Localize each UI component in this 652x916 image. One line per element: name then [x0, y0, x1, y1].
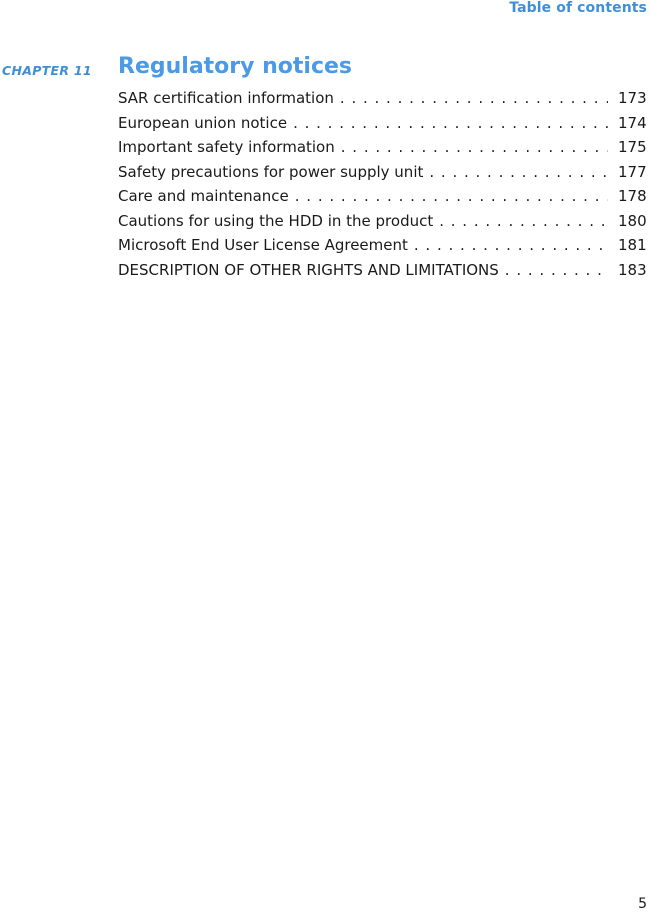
toc-leader-dots: [341, 138, 608, 156]
toc-entry-page: 181: [618, 236, 647, 254]
toc-entry-text: Important safety information: [118, 138, 335, 156]
toc-leader-dots: [340, 89, 608, 107]
toc-entry-text: SAR certification information: [118, 89, 334, 107]
toc-entry-page: 177: [618, 162, 647, 181]
page-number: 5: [638, 896, 647, 912]
chapter-title[interactable]: Regulatory notices: [118, 54, 353, 79]
toc-entry-hdd-cautions[interactable]: [118, 212, 646, 237]
toc-entry-eula[interactable]: [118, 236, 646, 261]
chapter-label: CHAPTER 11: [2, 63, 92, 78]
toc-entry-page: 183: [618, 260, 647, 279]
toc-leader-dots: [439, 212, 608, 230]
toc-entry-page: 178: [618, 187, 647, 205]
toc-entry-sar[interactable]: [118, 89, 646, 114]
toc-leader-dots: [429, 163, 608, 181]
header-title[interactable]: Table of contents: [509, 0, 647, 16]
toc-entry-text: Care and maintenance: [118, 187, 289, 205]
toc-entry-text: Safety precautions for power supply unit: [118, 162, 424, 181]
toc-entry-text: DESCRIPTION OF OTHER RIGHTS AND LIMITATIONS: [118, 260, 499, 279]
toc-entry-other-rights[interactable]: [118, 261, 646, 286]
toc-leader-dots: [414, 236, 608, 254]
toc-entry-text: Cautions for using the HDD in the product: [118, 211, 434, 230]
toc-entry-care-maintenance[interactable]: [118, 187, 646, 212]
toc-entry-page: 174: [618, 113, 647, 132]
toc-list: [118, 89, 646, 285]
toc-entry-power-supply[interactable]: [118, 163, 646, 188]
toc-leader-dots: [293, 114, 608, 132]
toc-entry-text: European union notice: [118, 113, 288, 132]
toc-entry-page: 180: [618, 211, 647, 230]
toc-entry-page: 175: [618, 138, 647, 156]
toc-entry-page: 173: [618, 89, 647, 107]
toc-leader-dots: [505, 261, 608, 279]
toc-entry-safety-info[interactable]: [118, 138, 646, 163]
toc-entry-text: Microsoft End User License Agreement: [118, 236, 408, 254]
toc-leader-dots: [295, 187, 608, 205]
toc-entry-eu-notice[interactable]: [118, 114, 646, 139]
